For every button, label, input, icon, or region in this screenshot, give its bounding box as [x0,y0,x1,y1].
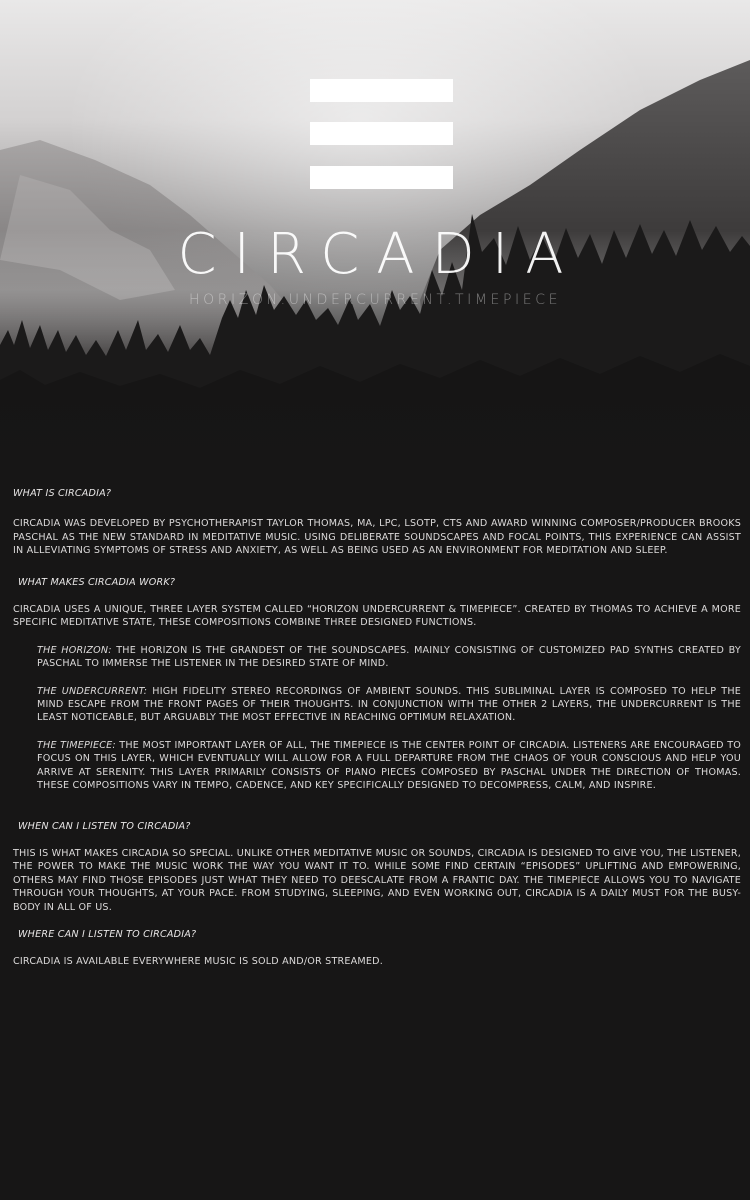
heading-what-makes: WHAT MAKES CIRCADIA WORK? [18,576,176,588]
paragraph-horizon [13,644,741,671]
heading-what-is: WHAT IS CIRCADIA? [13,488,112,499]
heading-where: WHERE CAN I LISTEN TO CIRCADIA? [18,928,197,940]
paragraph-undercurrent [13,685,741,725]
paragraph-where: CIRCADIA IS AVAILABLE EVERYWHERE MUSIC IS SOLD AND/OR STREAMED. [13,956,383,968]
label-timepiece: THE TIMEPIECE: [37,739,116,751]
site-title: CIRCADIA [177,222,581,287]
paragraph-what-is: CIRCADIA WAS DEVELOPED BY PSYCHOTHERAPIST TAYLOR THOMAS, MA, LPC, LSOTP, CTS AND AWARD WINNING COMPOSER/PRODUCER BROOKS PASCHAL AS THE NEW STANDARD IN MEDITATIVE MUSIC. USING DELIBERATE SOUNDSCAPES AND FOCAL POINTS, THIS EXPERIENCE CAN ASSIST IN ALLEVIATING SYMPTOMS OF STRESS AND ANXIETY, AS WELL AS BEING USED AS AN ENVIRONMENT FOR MEDITATION AND SLEEP. [13,518,741,557]
site-tagline: HORIZON.UNDERCURRENT.TIMEPIECE [188,292,562,308]
paragraph-what-makes: CIRCADIA USES A UNIQUE, THREE LAYER SYSTEM CALLED “HORIZON UNDERCURRENT & TIMEPIECE”. CREATED BY THOMAS TO ACHIEVE A MORE SPECIFIC MEDITATIVE STATE, THESE COMPOSITIONS COMBINE THREE DESIGNED FUNCTIONS. [13,604,741,629]
menu-bar-top [310,79,453,102]
paragraph-when: THIS IS WHAT MAKES CIRCADIA SO SPECIAL. UNLIKE OTHER MEDITATIVE MUSIC OR SOUNDS, CIRCADIA IS DESIGNED TO GIVE YOU, THE LISTENER, THE POWER TO MAKE THE MUSIC WORK THE WAY YOU WANT IT TO. WHILE SOME FIND CERTAIN “EPISODES” UPLIFTING AND EMPOWERING, OTHERS MAY FIND THOSE EPISODES JUST WHAT THEY NEED TO DEESCALATE FROM A FRANTIC DAY. THE TIMEPIECE ALLOWS YOU TO NAVIGATE THROUGH YOUR THOUGHTS, AT YOUR PACE. FROM STUDYING, SLEEPING, AND EVEN WORKING OUT, CIRCADIA IS A DAILY MUST FOR THE BUSY-BODY IN ALL OF US. [13,847,742,913]
label-horizon: THE HORIZON: [37,644,112,656]
text-horizon: THE HORIZON IS THE GRANDEST OF THE SOUNDSCAPES. MAINLY CONSISTING OF CUSTOMIZED PAD SYNTHS CREATED BY PASCHAL TO IMMERSE THE LISTENER IN THE DESIRED STATE OF MIND. [37,644,741,670]
text-timepiece: THE MOST IMPORTANT LAYER OF ALL, THE TIMEPIECE IS THE CENTER POINT OF CIRCADIA. LISTENERS ARE ENCOURAGED TO FOCUS ON THIS LAYER, WHICH EVENTUALLY WILL ALLOW FOR A FULL DEPARTURE FROM THE CHAOS OF YOUR CONSCIOUS AND HELP YOU ARRIVE AT SERENITY. THIS LAYER PRIMARILY CONSISTS OF PIANO PIECES COMPOSED BY PASCHAL UNDER THE DIRECTION OF THOMAS. THESE COMPOSITIONS VARY IN TEMPO, CADENCE, AND KEY SPECIFICALLY DESIGNED TO DECOMPRESS, CALM, AND INSPIRE. [37,739,742,792]
about-content [13,487,741,969]
menu-bar-middle [310,122,453,145]
text-undercurrent: HIGH FIDELITY STEREO RECORDINGS OF AMBIENT SOUNDS. THIS SUBLIMINAL LAYER IS COMPOSED TO HELP THE MIND ESCAPE FROM THE FRONT PAGES OF THEIR THOUGHTS. IN CONJUNCTION WITH THE OTHER 2 LAYERS, THE UNDERCURRENT IS THE LEAST NOTICEABLE, BUT ARGUABLY THE MOST EFFECTIVE IN REACHING OPTIMUM RELAXATION. [37,685,742,724]
label-undercurrent: THE UNDERCURRENT: [37,685,148,697]
hamburger-menu-icon[interactable] [310,79,453,189]
hero-banner [0,0,750,470]
menu-bar-bottom [310,166,453,189]
paragraph-timepiece [13,739,741,793]
heading-when: WHEN CAN I LISTEN TO CIRCADIA? [18,820,191,832]
